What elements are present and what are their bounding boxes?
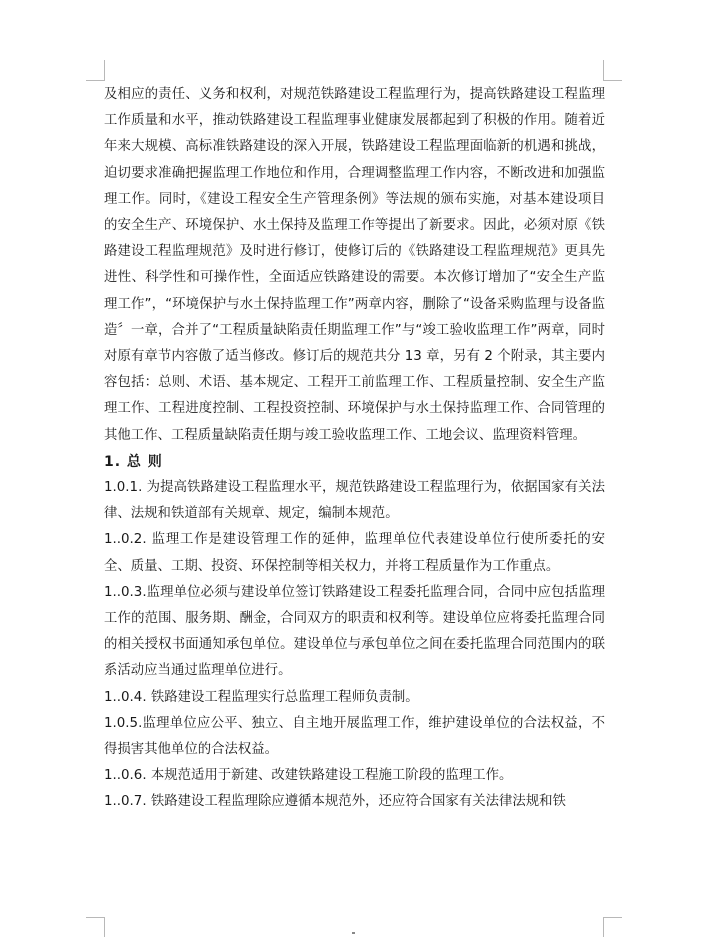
clause-1-0-2: 1..0.2. 监理工作是建设管理工作的延伸，监理单位代表建设单位行使所委托的安全、质量、工期、投资、环保控制等相关权力，并将工程质量作为工作重点。 <box>104 532 605 574</box>
crop-mark-top-right <box>603 60 622 81</box>
crop-mark-bottom-left <box>86 917 105 937</box>
clause-1-0-4: 1..0.4. 铁路建设工程监理实行总监理工程师负责制。 <box>104 689 419 705</box>
clause-1-0-7: 1..0.7. 铁路建设工程监理除应遵循本规范外，还应符合国家有关法律法规和铁 <box>104 794 566 810</box>
intro-paragraph: 及相应的责任、义务和权利，对规范铁路建设工程监理行为，提高铁路建设工程监理工作质量和水平，推动铁路建设工程监理事业健康发展都起到了积极的作用。随着近年来大规模、高标准铁路建设的深入开展，铁路建设工程监理面临新的机遇和挑战，迫切要求准确把握监理工作地位和作用，合理调整监理工作内容，不断改进和加强监理工作。同时，《建设工程安全生产管理条例》等法规的颁布实施，对基本建设项目的安全生产、环境保护、水土保持及监理工作等提出了新要求。因此，必须对原《铁路建设工程监理规范》及时进行修订，使修订后的《铁路建设工程监理规范》更具先进性、科学性和可操作性，全面适应铁路建设的需要。本次修订增加了“安全生产监理工作”，“环境保护与水土保持监理工作”两章内容，删除了“设备采购监理与设备监造〞一章，合并了“工程质量缺陷责任期监理工作”与“竣工验收监理工作”两章，同时对原有章节内容傲了适当修改。修订后的规范共分 13 章，另有 2 个附录，其主要内容包括：总则、术语、基本规定、工程开工前监理工作、工程质量控制、安全生产监理工作、工程进度控制、工程投资控制、环境保护与水土保持监理工作、合同管理的其他工作、工程质量缺陷责任期与竣工验收监理工作、工地会议、监理资料管理。 <box>104 87 605 443</box>
section-heading: 1. 总 则 <box>104 453 163 470</box>
document-body <box>104 82 605 816</box>
clause-1-0-1: 1.0.1. 为提高铁路建设工程监理水平，规范铁路建设工程监理行为，依据国家有关法律、法规和铁道部有关规章、规定，编制本规范。 <box>104 480 605 522</box>
clause-1-0-5: 1.0.5.监理单位应公平、独立、自主地开展监理工作，维护建设单位的合法权益，不得损害其他单位的合法权益。 <box>104 715 605 758</box>
clause-1-0-3: 1..0.3.监理单位必须与建设单位签订铁路建设工程委托监理合同，合同中应包括监理工作的范围、服务期、酬金，合同双方的职责和权利等。建设单位应将委托监理合同的相关授权书面通知承包单位。建设单位与承包单位之间在委托监理合同范围内的联系活动应当通过监理单位进行。 <box>104 584 605 679</box>
clause-1-0-6: 1..0.6. 本规范适用于新建、改建铁路建设工程施工阶段的监理工作。 <box>104 768 513 784</box>
crop-mark-top-left <box>86 60 105 81</box>
page-footer-mark <box>352 932 355 934</box>
crop-mark-bottom-right <box>603 917 622 937</box>
